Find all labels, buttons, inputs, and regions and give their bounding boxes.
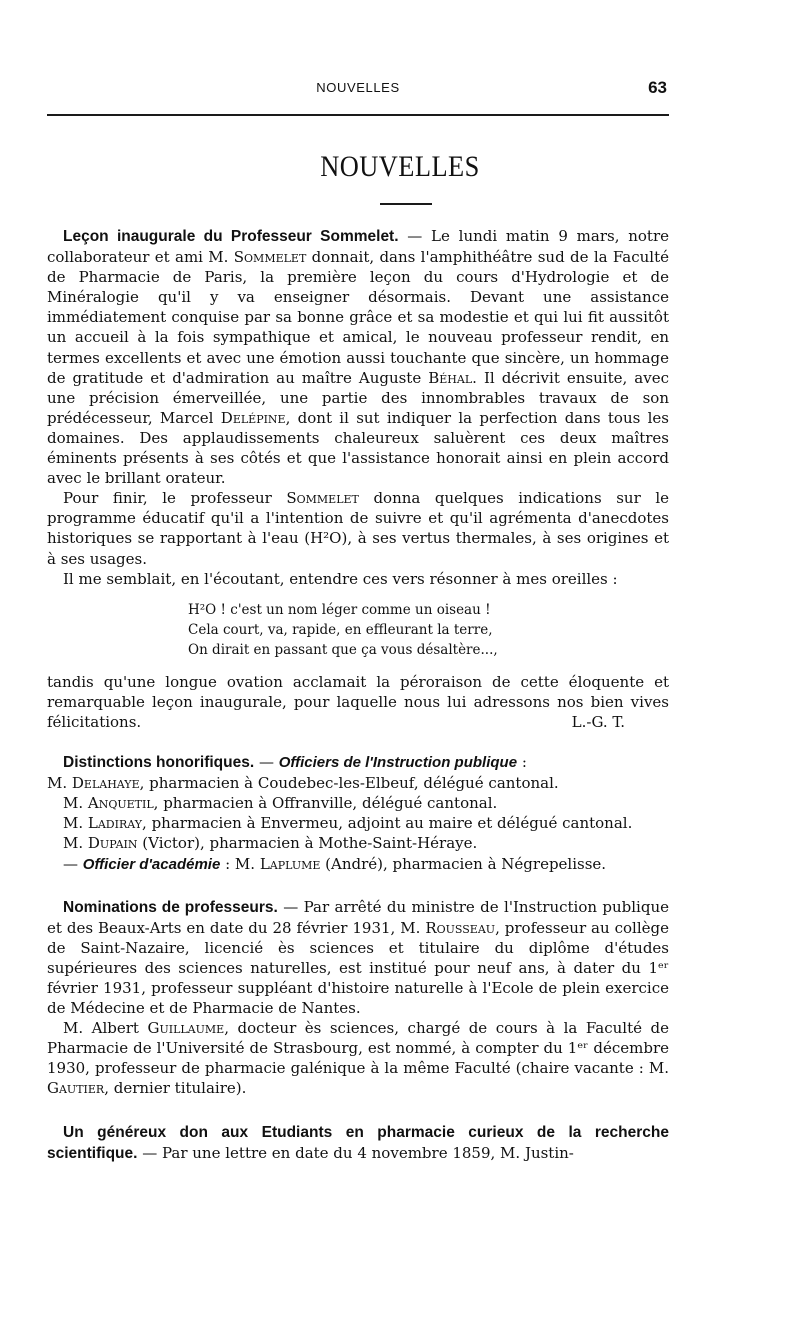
distinctions-heading: Distinctions honorifiques. [63, 754, 255, 772]
nominations-p2-b: , docteur ès sciences, chargé de cours à la Faculté de Pharmacie de l'Université de Strasbourg, est nommé, à compter du 1ᵉʳ décembre 1930, professeur de pharmacie galénique à la même Faculté (chaire vacante : M. [47, 1019, 669, 1078]
poem-line: Cela court, va, rapide, en effleurant la terre, [188, 621, 493, 638]
lecon-text-d: , dont il sut indiquer la perfection dans tous les domaines. Des applaudissements chaleureux saluèrent ces deux maîtres éminents présents à ses côtés et que l'assistance honorait ainsi en plein accord avec le brillant orateur. [47, 408, 669, 488]
spacer [47, 732, 669, 752]
name-delahaye: Delahaye [71, 774, 140, 793]
item-text: , pharmacien à Offranville, délégué cantonal. [153, 794, 498, 813]
item-prefix: M. [63, 814, 88, 833]
name-delepine: Delépine [220, 408, 286, 427]
lecon-p4: tandis qu'une longue ovation acclamait la péroraison de cette éloquente et remarquable leçon inaugurale, pour laquelle nous lui adressons nos bien vives félicitations. [47, 672, 669, 731]
poem [188, 600, 669, 660]
distinctions-dash: — [254, 753, 279, 772]
item-text: , pharmacien à Envermeu, adjoint au maire et délégué cantonal. [142, 814, 633, 833]
lecon-p2-b: donna quelques indications sur le programme éducatif qu'il a l'intention de suivre et qu'il agrémenta d'anecdotes historiques se rapportant à l'eau (H²O), à ses vertus thermales, à ses origines et à ses usages. [47, 489, 669, 568]
distinctions-heading-line [47, 752, 669, 773]
section-title: NOUVELLES [320, 150, 480, 183]
spacer [47, 875, 669, 897]
name-anquetil: Anquetil [87, 794, 154, 813]
lecon-heading: Leçon inaugurale du Professeur Sommelet. [63, 228, 399, 245]
item-prefix: M. [63, 834, 88, 853]
item-prefix: M. [63, 794, 88, 813]
poem-line: H²O ! c'est un nom léger comme un oiseau ! [188, 601, 491, 618]
lecon-paragraph-2 [47, 488, 669, 568]
nominations-heading: Nominations de professeurs. [63, 898, 278, 916]
don-heading: Un généreux don aux Etudiants en pharmacie curieux de la recherche scientifique. [47, 1123, 669, 1162]
item-text: (Victor), pharmacien à Mothe-Saint-Héraye. [137, 834, 478, 853]
officiers-label: Officiers de l'Instruction publique [278, 754, 518, 772]
distinction-academie [47, 854, 669, 875]
lecon-p2-a: Pour finir, le professeur [63, 489, 287, 508]
lecon-text-b: donnait, dans l'amphithéâtre sud de la Faculté de Pharmacie de Paris, la première leçon du cours d'Hydrologie et de Minéralogie qu'il y va enseigner désormais. Devant une assistance immédiatement conquise par sa bonne grâce et sa modestie et qui lui fit aussitôt un accueil à la fois sympathique et amical, le nouveau professeur rendit, en termes excellents et avec une émotion aussi touchante que sincère, un hommage de gratitude et d'admiration au maître Auguste [47, 248, 669, 387]
nominations-paragraph-1 [47, 897, 669, 1019]
nominations-p2-c: , dernier titulaire). [104, 1079, 247, 1098]
article-body [47, 226, 669, 1164]
name-dupain: Dupain [87, 834, 138, 853]
don-text: — Par une lettre en date du 4 novembre 1859, M. Justin- [137, 1143, 574, 1162]
academie-text: (André), pharmacien à Négrepelisse. [320, 854, 607, 873]
lecon-paragraph-3: Il me semblait, en l'écoutant, entendre ces vers résonner à mes oreilles : [63, 569, 618, 588]
name-ladiray: Ladiray [87, 814, 143, 833]
signature: L.-G. T. [571, 712, 625, 731]
lecon-text-a: — Le lundi matin 9 mars, notre collaborateur et ami M. [47, 227, 669, 267]
academie-label: Officier d'académie [82, 855, 221, 873]
name-behal: Béhal [428, 368, 473, 387]
distinction-item [47, 793, 669, 813]
academie-mid: : M. [220, 854, 260, 873]
lecon-text-c: . Il décrivit ensuite, avec une précision émerveillée, une partie des innombrables travaux de son prédécesseur, Marcel [47, 368, 669, 427]
nominations-text-a: — Par arrêté du ministre de l'Instruction publique et des Beaux-Arts en date du 28 février 1931, M. [47, 897, 669, 937]
page-number: 63 [648, 78, 667, 97]
name-sommelet-2: Sommelet [286, 489, 359, 508]
poem-line: On dirait en passant que ça vous désaltère..., [188, 641, 498, 658]
don-paragraph [47, 1122, 669, 1164]
name-sommelet: Sommelet [233, 248, 307, 267]
item-text: , pharmacien à Coudebec-les-Elbeuf, délégué cantonal. [139, 774, 559, 793]
header-rule [47, 114, 669, 116]
running-title: NOUVELLES [316, 80, 400, 95]
name-rousseau: Rousseau [425, 918, 496, 937]
name-guillaume: Guillaume [147, 1019, 225, 1038]
item-prefix: M. [47, 774, 72, 793]
name-gautier: Gautier [47, 1079, 105, 1098]
lecon-paragraph-1 [47, 226, 669, 488]
academie-dash: — [63, 854, 83, 873]
running-head [47, 78, 669, 100]
nominations-text-b: , professeur au collège de Saint-Nazaire, licencié ès sciences et titulaire du diplôme d'études supérieures des sciences naturelles, est institué pour neuf ans, à dater du 1ᵉʳ février 1931, professeur suppléant d'histoire naturelle à l'Ecole de plein exercice de Médecine et de Pharmacie de Nantes. [47, 918, 669, 1018]
distinction-item [47, 773, 669, 793]
distinctions-colon: : [517, 753, 527, 772]
nominations-p2-a: M. Albert [63, 1019, 148, 1038]
nominations-paragraph-2 [47, 1018, 669, 1098]
title-rule [380, 203, 432, 205]
distinction-item [47, 833, 669, 853]
spacer [47, 1099, 669, 1122]
name-laplume: Laplume [259, 854, 321, 873]
distinction-item [47, 813, 669, 833]
